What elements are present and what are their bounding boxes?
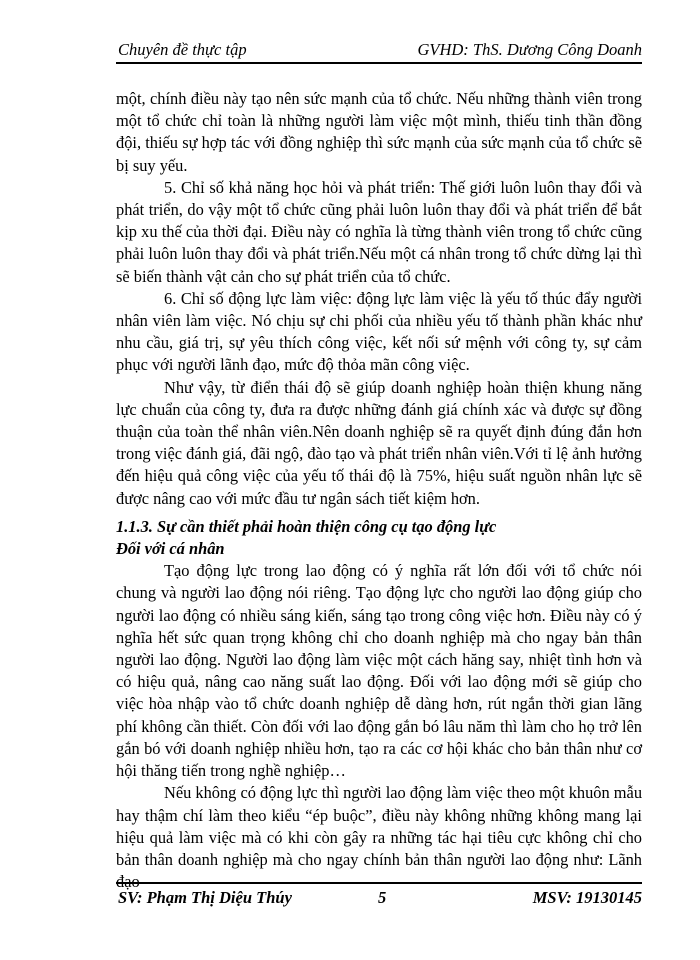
footer-student-name: SV: Phạm Thị Diệu Thúy [118,888,292,907]
paragraph: Tạo động lực trong lao động có ý nghĩa rất lớn đối với tổ chức nói chung và người lao động nói riêng. Tạo động lực cho người lao động giúp cho người lao động có nhiều sáng kiến, sáng tạo trong công việc hơn. Điều này có ý nghĩa hết sức quan trọng không chỉ cho doanh nghiệp mà cho ngay bản thân người lao động. Người lao động làm việc một cách hăng say, nhiệt tình hơn và có hiệu quả, nâng cao năng suất lao động. Đối với lao động mới sẽ giúp cho việc hòa nhập vào tổ chức doanh nghiệp dễ dàng hơn, rút ngắn thời gian lãng phí không cần thiết. Còn đối với lao động gắn bó lâu năm thì làm cho họ trở lên gắn bó với doanh nghiệp nhiều hơn, tạo ra các cơ hội khác cho bản thân như cơ hội thăng tiến trong nghề nghiệp… [116,561,642,781]
page-footer [116,882,642,910]
paragraph: 5. Chỉ số khả năng học hỏi và phát triển: Thế giới luôn luôn thay đổi và phát triển, do vậy một tổ chức cũng phải luôn luôn thay đổi và phát triển để bắt kịp xu thế của thời đại. Điều này có nghĩa là từng thành viên trong tổ chức cũng phải luôn luôn thay đổi và phát triển.Nếu một cá nhân trong tổ chức dừng lại thì sẽ biến thành vật cản cho sự phát triển của tổ chức. [116,177,642,286]
paragraph: Như vậy, từ điển thái độ sẽ giúp doanh nghiệp hoàn thiện khung năng lực chuẩn của công ty, đưa ra được những đánh giá chính xác và được sự đồng thuận của toàn thể nhân viên.Nên doanh nghiệp sẽ ra quyết định đúng đắn hơn trong việc đánh giá, đãi ngộ, đào tạo và phát triển nhân viên.Với tỉ lệ ảnh hưởng đến hiệu quả công việc của yếu tố thái độ là 75%, hiệu suất nguồn nhân lực sẽ được nâng cao với mức đầu tư ngân sách tiết kiệm hơn. [116,377,642,508]
page-number: 5 [378,888,387,907]
footer-student-id: MSV: 19130145 [532,888,642,907]
page-header [116,38,642,64]
section-heading: 1.1.3. Sự cần thiết phải hoàn thiện công cụ tạo động lực [116,516,497,536]
paragraph: một, chính điều này tạo nên sức mạnh của tổ chức. Nếu những thành viên trong một tổ chức chỉ toàn là những người làm việc một mình, thiếu tinh thần đồng đội, thiếu sự hợp tác với đồng nghiệp thì sức mạnh của sức mạnh của tổ chức sẽ bị suy yếu. [116,89,642,175]
header-document-type: Chuyên đề thực tập [118,40,247,59]
page-body [116,88,642,893]
paragraph: 6. Chỉ số động lực làm việc: động lực làm việc là yếu tố thúc đẩy người nhân viên làm việc. Nó chịu sự chi phối của nhiều yếu tố thành phần khác như nhu cầu, giá trị, sự yêu thích công việc, kết nối sứ mệnh với công ty, sự cảm phục với người lãnh đạo, mức độ thỏa mãn công việc. [116,288,642,375]
subheading: Đối với cá nhân [116,539,225,559]
paragraph: Nếu không có động lực thì người lao động làm việc theo một khuôn mẫu hay thậm chí làm theo kiểu “ép buộc”, điều này không những không mang lại hiệu quả làm việc mà có khi còn gây ra những tác hại tiêu cực không chỉ cho bản thân doanh nghiệp mà cho ngay chính bản thân người lao động như: Lãnh đạo [116,783,643,892]
header-supervisor: GVHD: ThS. Dương Công Doanh [417,40,642,59]
